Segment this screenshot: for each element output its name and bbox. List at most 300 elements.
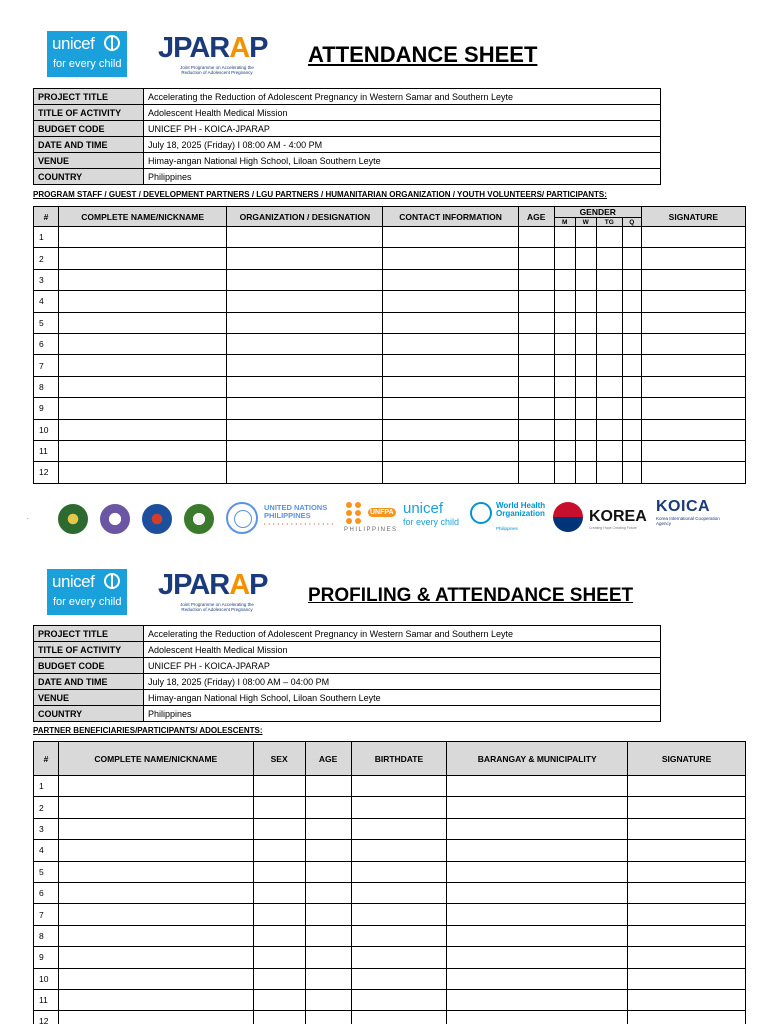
info-row: [34, 674, 661, 690]
row-number: 12: [34, 462, 59, 483]
birthdate-cell[interactable]: [351, 797, 447, 818]
province-seal-icon: [142, 504, 172, 534]
gender-w-cell[interactable]: [575, 462, 596, 483]
info-row: [34, 658, 661, 674]
sex-cell[interactable]: [253, 861, 305, 882]
name-cell[interactable]: [58, 776, 253, 797]
section-label: PARTNER BENEFICIARIES/PARTICIPANTS/ ADOLESCENTS:: [33, 726, 263, 735]
sex-cell[interactable]: [253, 968, 305, 989]
col-number: #: [34, 742, 59, 776]
name-cell[interactable]: [58, 925, 253, 946]
gender-m-cell[interactable]: [554, 269, 575, 290]
barangay-cell[interactable]: [447, 818, 628, 839]
barangay-cell[interactable]: [447, 776, 628, 797]
name-cell[interactable]: [58, 1011, 253, 1024]
info-label: PROJECT TITLE: [34, 89, 144, 105]
organization-cell[interactable]: [227, 419, 383, 440]
gender-q-cell[interactable]: [622, 227, 641, 248]
col-name: COMPLETE NAME/NICKNAME: [58, 742, 253, 776]
table-row: [34, 925, 746, 946]
government-seal-icon: [58, 504, 88, 534]
info-label: BUDGET CODE: [34, 658, 144, 674]
info-label: VENUE: [34, 153, 144, 169]
gender-q-cell[interactable]: [622, 440, 641, 461]
gender-q-cell[interactable]: [622, 291, 641, 312]
info-row: [34, 642, 661, 658]
signature-cell[interactable]: [628, 797, 746, 818]
table-row: [34, 989, 746, 1010]
contact-cell[interactable]: [383, 376, 518, 397]
jparap-logo: JPARAP Joint Programme on Accelerating the Reduction of Adolescent Pregnancy: [158, 569, 268, 612]
signature-cell[interactable]: [641, 312, 745, 333]
name-cell[interactable]: [59, 333, 227, 354]
info-label: TITLE OF ACTIVITY: [34, 105, 144, 121]
row-number: 9: [34, 947, 59, 968]
table-row: [34, 882, 746, 903]
contact-cell[interactable]: [383, 355, 518, 376]
info-value: Philippines: [144, 169, 661, 185]
contact-cell[interactable]: [383, 440, 518, 461]
barangay-cell[interactable]: [447, 797, 628, 818]
name-cell[interactable]: [58, 882, 253, 903]
table-row: [34, 227, 746, 248]
info-value: Himay-angan National High School, Liloan Southern Leyte: [144, 690, 661, 706]
signature-cell[interactable]: [628, 818, 746, 839]
gender-w-cell[interactable]: [575, 419, 596, 440]
row-number: 3: [34, 818, 59, 839]
gender-tg-cell[interactable]: [596, 398, 622, 419]
gender-q-cell[interactable]: [622, 312, 641, 333]
gender-m-cell[interactable]: [554, 376, 575, 397]
name-cell[interactable]: [59, 376, 227, 397]
name-cell[interactable]: [58, 861, 253, 882]
table-row: [34, 776, 746, 797]
row-number: 2: [34, 797, 59, 818]
unicef-globe-icon: [104, 573, 120, 589]
organization-cell[interactable]: [227, 398, 383, 419]
info-value: UNICEF PH - KOICA-JPARAP: [144, 658, 661, 674]
name-cell[interactable]: [58, 797, 253, 818]
gender-w-cell[interactable]: [575, 291, 596, 312]
birthdate-cell[interactable]: [351, 947, 447, 968]
name-cell[interactable]: [59, 312, 227, 333]
age-cell[interactable]: [305, 989, 351, 1010]
signature-cell[interactable]: [628, 1011, 746, 1024]
sex-cell[interactable]: [253, 925, 305, 946]
name-cell[interactable]: [59, 462, 227, 483]
name-cell[interactable]: [59, 355, 227, 376]
sex-cell[interactable]: [253, 1011, 305, 1024]
row-number: 5: [34, 312, 59, 333]
table-row: [34, 419, 746, 440]
organization-cell[interactable]: [227, 355, 383, 376]
table-row: [34, 355, 746, 376]
info-value: UNICEF PH - KOICA-JPARAP: [144, 121, 661, 137]
signature-cell[interactable]: [628, 925, 746, 946]
sex-cell[interactable]: [253, 797, 305, 818]
birthdate-cell[interactable]: [351, 968, 447, 989]
activity-info-table: [33, 625, 661, 722]
age-cell[interactable]: [518, 312, 554, 333]
info-label: TITLE OF ACTIVITY: [34, 642, 144, 658]
signature-cell[interactable]: [641, 291, 745, 312]
gender-w-cell[interactable]: [575, 312, 596, 333]
gender-tg-cell[interactable]: [596, 462, 622, 483]
row-number: 9: [34, 398, 59, 419]
gender-q-cell[interactable]: [622, 398, 641, 419]
table-row: [34, 248, 746, 269]
info-label: DATE AND TIME: [34, 674, 144, 690]
age-cell[interactable]: [305, 925, 351, 946]
deped-seal-icon: [100, 504, 130, 534]
sex-cell[interactable]: [253, 947, 305, 968]
row-number: 5: [34, 861, 59, 882]
gender-q-cell[interactable]: [622, 269, 641, 290]
gender-tg-cell[interactable]: [596, 333, 622, 354]
organization-cell[interactable]: [227, 248, 383, 269]
info-value: Himay-angan National High School, Liloan Southern Leyte: [144, 153, 661, 169]
sex-cell[interactable]: [253, 989, 305, 1010]
gender-q-cell[interactable]: [622, 248, 641, 269]
contact-cell[interactable]: [383, 269, 518, 290]
barangay-cell[interactable]: [447, 1011, 628, 1024]
age-cell[interactable]: [518, 462, 554, 483]
page-title: ATTENDANCE SHEET: [308, 42, 538, 67]
name-cell[interactable]: [59, 440, 227, 461]
age-cell[interactable]: [305, 1011, 351, 1024]
table-row: [34, 333, 746, 354]
info-label: COUNTRY: [34, 706, 144, 722]
col-signature: SIGNATURE: [628, 742, 746, 776]
organization-cell[interactable]: [227, 291, 383, 312]
col-barangay-municipality: BARANGAY & MUNICIPALITY: [447, 742, 628, 776]
taegeuk-icon: [553, 502, 583, 532]
un-emblem-icon: [226, 502, 258, 534]
birthdate-cell[interactable]: [351, 818, 447, 839]
row-number: 4: [34, 291, 59, 312]
gender-m-cell[interactable]: [554, 333, 575, 354]
table-row: [34, 818, 746, 839]
gender-tg-cell[interactable]: [596, 440, 622, 461]
table-row: [34, 840, 746, 861]
contact-cell[interactable]: [383, 248, 518, 269]
signature-cell[interactable]: [628, 968, 746, 989]
table-row: [34, 947, 746, 968]
col-gender-w: W: [575, 218, 596, 227]
table-row: [34, 312, 746, 333]
row-number: 1: [34, 776, 59, 797]
signature-cell[interactable]: [628, 989, 746, 1010]
age-cell[interactable]: [518, 269, 554, 290]
birthdate-cell[interactable]: [351, 989, 447, 1010]
info-row: [34, 706, 661, 722]
signature-cell[interactable]: [628, 882, 746, 903]
gender-m-cell[interactable]: [554, 462, 575, 483]
birthdate-cell[interactable]: [351, 1011, 447, 1024]
info-row: [34, 89, 661, 105]
gender-w-cell[interactable]: [575, 227, 596, 248]
signature-cell[interactable]: [641, 227, 745, 248]
organization-cell[interactable]: [227, 440, 383, 461]
row-number: 12: [34, 1011, 59, 1024]
col-birthdate: BIRTHDATE: [351, 742, 447, 776]
signature-cell[interactable]: [641, 248, 745, 269]
table-row: [34, 904, 746, 925]
barangay-cell[interactable]: [447, 861, 628, 882]
unfpa-logo: UNFPA PHILIPPINES: [344, 500, 394, 534]
age-cell[interactable]: [518, 333, 554, 354]
gender-tg-cell[interactable]: [596, 227, 622, 248]
info-row: [34, 690, 661, 706]
gender-tg-cell[interactable]: [596, 269, 622, 290]
table-row: [34, 269, 746, 290]
gender-w-cell[interactable]: [575, 440, 596, 461]
age-cell[interactable]: [518, 419, 554, 440]
gender-w-cell[interactable]: [575, 333, 596, 354]
birthdate-cell[interactable]: [351, 882, 447, 903]
barangay-cell[interactable]: [447, 947, 628, 968]
info-row: [34, 153, 661, 169]
table-row: [34, 398, 746, 419]
birthdate-cell[interactable]: [351, 840, 447, 861]
signature-cell[interactable]: [641, 419, 745, 440]
info-row: [34, 169, 661, 185]
col-number: #: [34, 207, 59, 227]
name-cell[interactable]: [59, 398, 227, 419]
name-cell[interactable]: [59, 291, 227, 312]
signature-cell[interactable]: [628, 947, 746, 968]
gender-q-cell[interactable]: [622, 462, 641, 483]
gender-w-cell[interactable]: [575, 269, 596, 290]
organization-cell[interactable]: [227, 269, 383, 290]
organization-cell[interactable]: [227, 227, 383, 248]
gender-m-cell[interactable]: [554, 248, 575, 269]
gender-m-cell[interactable]: [554, 291, 575, 312]
col-gender-m: M: [554, 218, 575, 227]
table-row: [34, 1011, 746, 1024]
name-cell[interactable]: [58, 989, 253, 1010]
signature-cell[interactable]: [641, 440, 745, 461]
contact-cell[interactable]: [383, 462, 518, 483]
row-number: 6: [34, 882, 59, 903]
row-number: 1: [34, 227, 59, 248]
age-cell[interactable]: [305, 947, 351, 968]
signature-cell[interactable]: [641, 462, 745, 483]
sex-cell[interactable]: [253, 776, 305, 797]
row-number: 11: [34, 440, 59, 461]
korea-logo: KOREA Creating Hope Creating Future: [553, 500, 653, 536]
organization-cell[interactable]: [227, 333, 383, 354]
signature-cell[interactable]: [641, 269, 745, 290]
name-cell[interactable]: [59, 248, 227, 269]
activity-info-table: [33, 88, 661, 185]
row-number: 7: [34, 904, 59, 925]
age-cell[interactable]: [518, 376, 554, 397]
info-value: Adolescent Health Medical Mission: [144, 642, 661, 658]
unicef-logo: unicef for every child: [47, 569, 127, 615]
signature-cell[interactable]: [628, 840, 746, 861]
info-label: PROJECT TITLE: [34, 626, 144, 642]
gender-m-cell[interactable]: [554, 227, 575, 248]
unicef-logo: unicef for every child: [47, 31, 127, 77]
info-row: [34, 137, 661, 153]
signature-cell[interactable]: [641, 398, 745, 419]
col-age: AGE: [305, 742, 351, 776]
age-cell[interactable]: [305, 861, 351, 882]
info-value: Accelerating the Reduction of Adolescent Pregnancy in Western Samar and Southern Leyte: [144, 89, 661, 105]
gender-m-cell[interactable]: [554, 440, 575, 461]
age-cell[interactable]: [305, 882, 351, 903]
age-cell[interactable]: [305, 840, 351, 861]
row-number: 10: [34, 419, 59, 440]
sex-cell[interactable]: [253, 904, 305, 925]
gender-m-cell[interactable]: [554, 398, 575, 419]
age-cell[interactable]: [305, 776, 351, 797]
age-cell[interactable]: [305, 818, 351, 839]
unicef-globe-icon: [104, 35, 120, 51]
name-cell[interactable]: [59, 419, 227, 440]
contact-cell[interactable]: [383, 291, 518, 312]
info-row: [34, 626, 661, 642]
signature-cell[interactable]: [628, 904, 746, 925]
info-value: Adolescent Health Medical Mission: [144, 105, 661, 121]
row-number: 7: [34, 355, 59, 376]
profiling-table: [33, 741, 746, 1024]
col-name: COMPLETE NAME/NICKNAME: [59, 207, 227, 227]
barangay-cell[interactable]: [447, 904, 628, 925]
name-cell[interactable]: [58, 904, 253, 925]
table-row: [34, 462, 746, 483]
table-row: [34, 440, 746, 461]
table-row: [34, 797, 746, 818]
signature-cell[interactable]: [628, 861, 746, 882]
gender-tg-cell[interactable]: [596, 376, 622, 397]
gender-tg-cell[interactable]: [596, 248, 622, 269]
sex-cell[interactable]: [253, 818, 305, 839]
name-cell[interactable]: [58, 818, 253, 839]
age-cell[interactable]: [518, 227, 554, 248]
contact-cell[interactable]: [383, 398, 518, 419]
col-contact: CONTACT INFORMATION: [383, 207, 518, 227]
gender-m-cell[interactable]: [554, 419, 575, 440]
gender-w-cell[interactable]: [575, 398, 596, 419]
col-gender-tg: TG: [596, 218, 622, 227]
name-cell[interactable]: [58, 840, 253, 861]
age-cell[interactable]: [305, 904, 351, 925]
gender-tg-cell[interactable]: [596, 419, 622, 440]
contact-cell[interactable]: [383, 419, 518, 440]
gender-q-cell[interactable]: [622, 376, 641, 397]
organization-cell[interactable]: [227, 376, 383, 397]
info-label: BUDGET CODE: [34, 121, 144, 137]
birthdate-cell[interactable]: [351, 904, 447, 925]
age-cell[interactable]: [518, 291, 554, 312]
table-row: [34, 376, 746, 397]
birthdate-cell[interactable]: [351, 776, 447, 797]
row-number: 2: [34, 248, 59, 269]
barangay-cell[interactable]: [447, 925, 628, 946]
gender-w-cell[interactable]: [575, 376, 596, 397]
contact-cell[interactable]: [383, 333, 518, 354]
jparap-logo: JPARAP Joint Programme on Accelerating the Reduction of Adolescent Pregnancy: [158, 32, 268, 75]
gender-tg-cell[interactable]: [596, 312, 622, 333]
barangay-cell[interactable]: [447, 840, 628, 861]
info-value: July 18, 2025 (Friday) I 08:00 AM - 4:00 PM: [144, 137, 661, 153]
col-gender-q: Q: [622, 218, 641, 227]
info-label: COUNTRY: [34, 169, 144, 185]
barangay-cell[interactable]: [447, 882, 628, 903]
info-value: July 18, 2025 (Friday) I 08:00 AM – 04:00 PM: [144, 674, 661, 690]
organization-cell[interactable]: [227, 312, 383, 333]
age-cell[interactable]: [305, 797, 351, 818]
contact-cell[interactable]: [383, 227, 518, 248]
gender-m-cell[interactable]: [554, 312, 575, 333]
name-cell[interactable]: [59, 227, 227, 248]
row-number: 4: [34, 840, 59, 861]
gender-w-cell[interactable]: [575, 355, 596, 376]
info-label: DATE AND TIME: [34, 137, 144, 153]
birthdate-cell[interactable]: [351, 861, 447, 882]
row-number: 11: [34, 989, 59, 1010]
age-cell[interactable]: [518, 398, 554, 419]
barangay-cell[interactable]: [447, 968, 628, 989]
partner-logos-row: UNITED NATIONS PHILIPPINES • • • • • • • • • • • • • • • • UNFPA PHILIPPINES unicef for every child World Health Organization Philippines KOREA Creating Hope Creating Future KOICA Korea International Cooperation Agency: [58, 496, 728, 538]
name-cell[interactable]: [58, 968, 253, 989]
section-label: PROGRAM STAFF / GUEST / DEVELOPMENT PARTNERS / LGU PARTNERS / HUMANITARIAN ORGANIZATION / YOUTH VOLUNTEERS/ PARTICIPANTS:: [33, 190, 607, 199]
col-gender: GENDER: [554, 207, 641, 218]
signature-cell[interactable]: [641, 376, 745, 397]
col-organization: ORGANIZATION / DESIGNATION: [227, 207, 383, 227]
age-cell[interactable]: [518, 248, 554, 269]
signature-cell[interactable]: [628, 776, 746, 797]
name-cell[interactable]: [58, 947, 253, 968]
unicef-small-logo: unicef for every child: [403, 500, 460, 527]
signature-cell[interactable]: [641, 355, 745, 376]
gender-m-cell[interactable]: [554, 355, 575, 376]
table-row: [34, 968, 746, 989]
signature-cell[interactable]: [641, 333, 745, 354]
age-cell[interactable]: [305, 968, 351, 989]
un-philippines-logo: UNITED NATIONS PHILIPPINES • • • • • • • • • • • • • • • •: [264, 503, 335, 526]
sex-cell[interactable]: [253, 882, 305, 903]
birthdate-cell[interactable]: [351, 925, 447, 946]
gender-tg-cell[interactable]: [596, 291, 622, 312]
gender-q-cell[interactable]: [622, 419, 641, 440]
col-signature: SIGNATURE: [641, 207, 745, 227]
age-cell[interactable]: [518, 440, 554, 461]
row-number: 6: [34, 333, 59, 354]
info-label: VENUE: [34, 690, 144, 706]
info-value: Philippines: [144, 706, 661, 722]
row-number: 8: [34, 376, 59, 397]
info-value: Accelerating the Reduction of Adolescent Pregnancy in Western Samar and Southern Leyte: [144, 626, 661, 642]
row-number: 8: [34, 925, 59, 946]
age-cell[interactable]: [518, 355, 554, 376]
gender-tg-cell[interactable]: [596, 355, 622, 376]
barangay-cell[interactable]: [447, 989, 628, 1010]
gender-w-cell[interactable]: [575, 248, 596, 269]
gender-q-cell[interactable]: [622, 355, 641, 376]
municipality-seal-icon: [184, 504, 214, 534]
gender-q-cell[interactable]: [622, 333, 641, 354]
name-cell[interactable]: [59, 269, 227, 290]
who-emblem-icon: [470, 502, 492, 524]
row-number: 10: [34, 968, 59, 989]
organization-cell[interactable]: [227, 462, 383, 483]
contact-cell[interactable]: [383, 312, 518, 333]
table-row: [34, 861, 746, 882]
sex-cell[interactable]: [253, 840, 305, 861]
